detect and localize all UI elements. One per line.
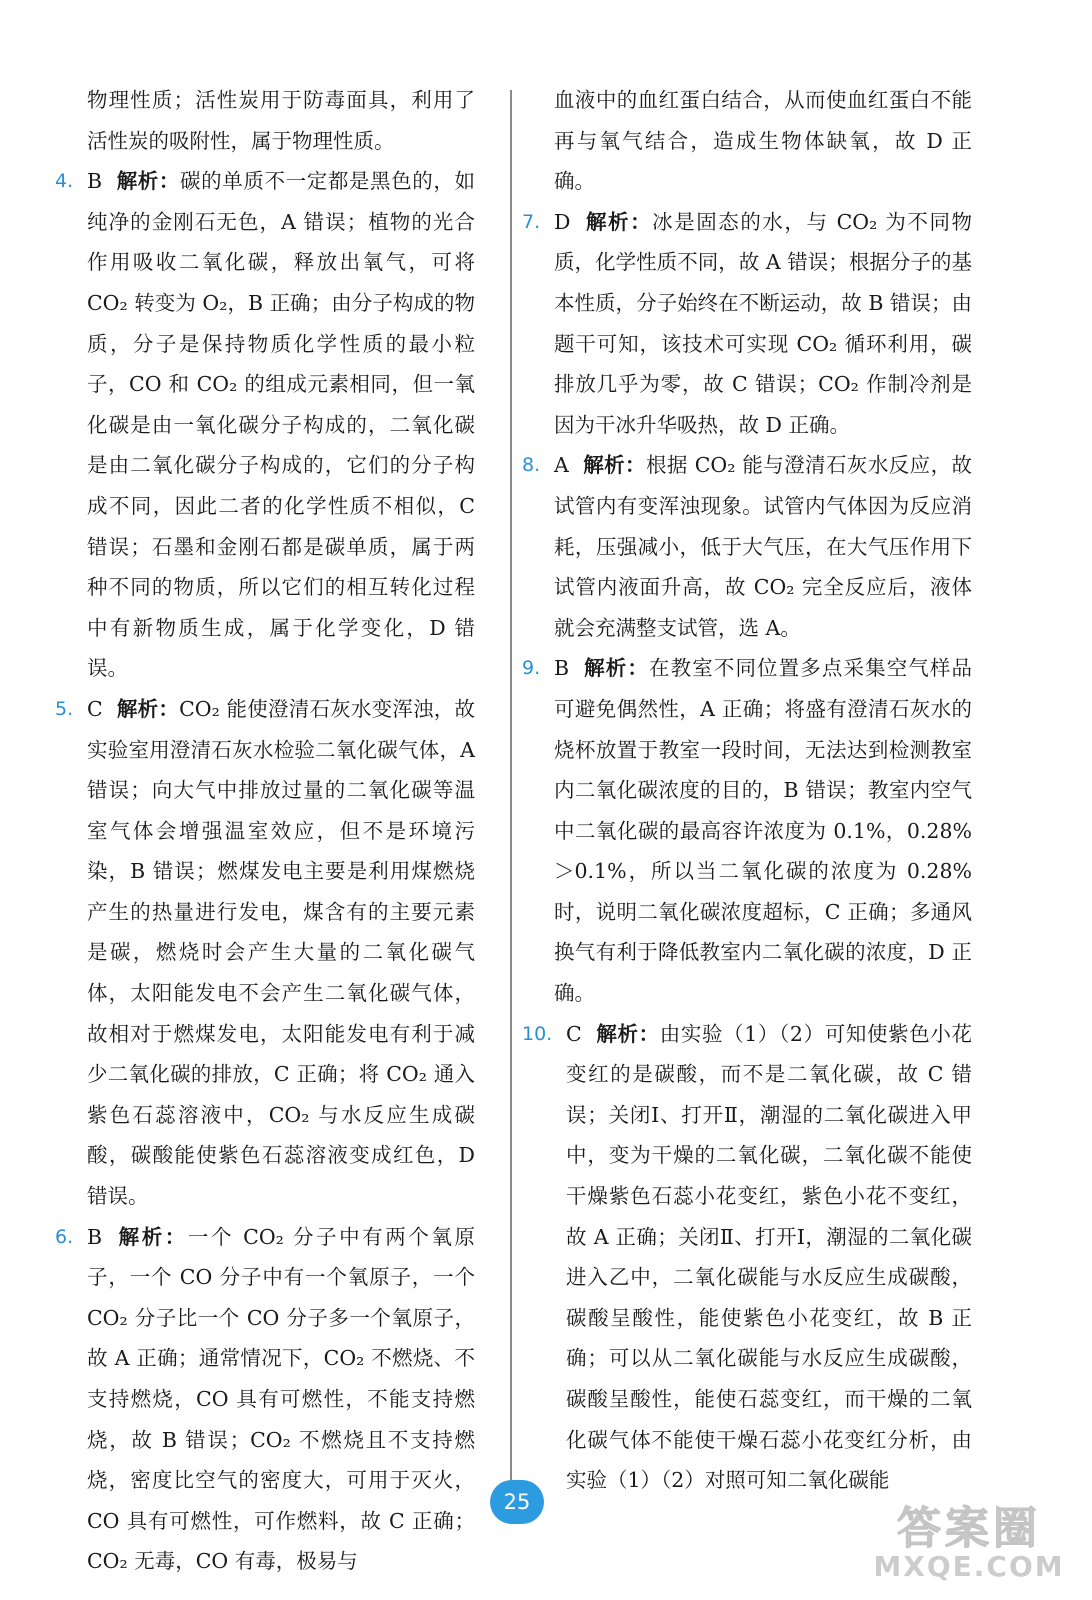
answer-item-5 — [55, 689, 475, 1217]
page-number-badge: 25 — [490, 1480, 544, 1524]
item-number: 4. — [55, 170, 74, 193]
item-number: 7. — [522, 210, 541, 233]
analysis-label: 解析： — [582, 453, 646, 478]
analysis-label: 解析： — [116, 696, 180, 721]
answer-item-10 — [522, 1014, 972, 1501]
continuation-text: 物理性质；活性炭用于防毒面具，利用了活性炭的吸附性，属于物理性质。 — [87, 88, 475, 153]
item-number: 10. — [522, 1022, 553, 1045]
answer-choice: D — [554, 209, 571, 234]
analysis-label: 解析： — [116, 1224, 188, 1249]
analysis-text: CO₂ 能使澄清石灰水变浑浊，故实验室用澄清石灰水检验二氧化碳气体，A 错误；向大气中排放过量的二氧化碳等温室气体会增强温室效应，但不是环境污染，B 错误；燃煤发电主要是利用煤燃烧产生的热量进行发电，煤含有的主要元素是碳，燃烧时会产生大量的二氧化碳气体，太阳能发电不会产生二氧化碳气体，故相对于燃煤发电，太阳能发电有利于减少二氧化碳的排放，C 正确；将 CO₂ 通入紫色石蕊溶液中，CO₂ 与水反应生成碳酸，碳酸能使紫色石蕊溶液变成红色，D 错误。 — [87, 696, 476, 1209]
item-number: 8. — [522, 454, 541, 477]
analysis-label: 解析： — [583, 656, 650, 681]
analysis-text: 根据 CO₂ 能与澄清石灰水反应，故试管内有变浑浊现象。试管内气体因为反应消耗，压强减小，低于大气压，在大气压作用下试管内液面升高，故 CO₂ 完全反应后，液体就会充满整支试管，选 A。 — [554, 453, 972, 640]
answer-item-4 — [55, 161, 475, 689]
answer-choice: C — [87, 696, 103, 721]
analysis-label: 解析： — [584, 209, 653, 234]
analysis-label: 解析： — [595, 1021, 660, 1046]
analysis-text: 由实验（1）（2）可知使紫色小花变红的是碳酸，而不是二氧化碳，故 C 错误；关闭Ⅰ、打开Ⅱ，潮湿的二氧化碳进入甲中，变为干燥的二氧化碳，二氧化碳不能使干燥紫色石蕊小花变红，紫色小花不变红，故 A 正确；关闭Ⅱ、打开Ⅰ，潮湿的二氧化碳进入乙中，二氧化碳能与水反应生成碳酸，碳酸呈酸性，能使紫色小花变红，故 B 正确；可以从二氧化碳能与水反应生成碳酸，碳酸呈酸性，能使石蕊变红，而干燥的二氧化碳气体不能使干燥石蕊小花变红分析，由实验（1）（2）对照可知二氧化碳能 — [566, 1021, 973, 1493]
answer-item-9 — [522, 648, 972, 1013]
answer-item-7 — [522, 202, 972, 446]
item-number: 9. — [522, 657, 541, 680]
answer-choice: A — [554, 453, 569, 478]
left-column — [55, 80, 475, 1582]
analysis-text: 碳的单质不一定都是黑色的，如纯净的金刚石无色，A 错误；植物的光合作用吸收二氧化碳，释放出氧气，可将 CO₂ 转变为 O₂，B 正确；由分子构成的物质，分子是保持物质化学性质的最小粒子，CO 和 CO₂ 的组成元素相同，但一氧化碳是由一氧化碳分子构成的，二氧化碳是由二氧化碳分子构成的，它们的分子构成不同，因此二者的化学性质不相似，C 错误；石墨和金刚石都是碳单质，属于两种不同的物质，所以它们的相互转化过程中有新物质生成，属于化学变化，D 错误。 — [87, 169, 476, 681]
answer-choice: B — [554, 656, 570, 681]
right-column — [522, 80, 972, 1501]
item-number: 6. — [55, 1225, 74, 1248]
answer-item-8 — [522, 445, 972, 648]
watermark-logo-text: 答案圈 — [897, 1503, 1041, 1554]
continuation-text: 血液中的血红蛋白结合，从而使血红蛋白不能再与氧气结合，造成生物体缺氧，故 D 正确。 — [554, 88, 972, 194]
answer-choice: B — [87, 169, 103, 194]
analysis-label: 解析： — [116, 169, 181, 194]
answer-choice: C — [566, 1021, 582, 1046]
analysis-text: 冰是固态的水，与 CO₂ 为不同物质，化学性质不同，故 A 错误；根据分子的基本性质，分子始终在不断运动，故 B 错误；由题干可知，该技术可实现 CO₂ 循环利用，碳排放几乎为零，故 C 错误；CO₂ 作制冷剂是因为干冰升华吸热，故 D 正确。 — [554, 209, 973, 437]
analysis-text: 一个 CO₂ 分子中有两个氧原子，一个 CO 分子中有一个氧原子，一个 CO₂ 分子比一个 CO 分子多一个氧原子，故 A 正确；通常情况下，CO₂ 不燃烧、不支持燃烧，CO 具有可燃性，不能支持燃烧，故 B 错误；CO₂ 不燃烧且不支持燃烧，密度比空气的密度大，可用于灭火，CO 具有可燃性，可作燃料，故 C 正确；CO₂ 无毒，CO 有毒，极易与 — [87, 1224, 475, 1574]
answer-item-6 — [55, 1217, 475, 1582]
watermark-domain: MXQE.COM — [873, 1550, 1065, 1583]
watermark-logo — [864, 1492, 1074, 1592]
answer-choice: B — [87, 1224, 103, 1249]
analysis-text: 在教室不同位置多点采集空气样品可避免偶然性，A 正确；将盛有澄清石灰水的烧杯放置于教室一段时间，无法达到检测教室内二氧化碳浓度的目的，B 错误；教室内空气中二氧化碳的最高容许浓度为 0.1%，0.28%＞0.1%，所以当二氧化碳的浓度为 0.28%时，说明二氧化碳浓度超标，C 正确；多通风换气有利于降低教室内二氧化碳的浓度，D 正确。 — [554, 656, 973, 1006]
column-divider — [510, 90, 512, 1480]
item-number: 5. — [55, 697, 74, 720]
